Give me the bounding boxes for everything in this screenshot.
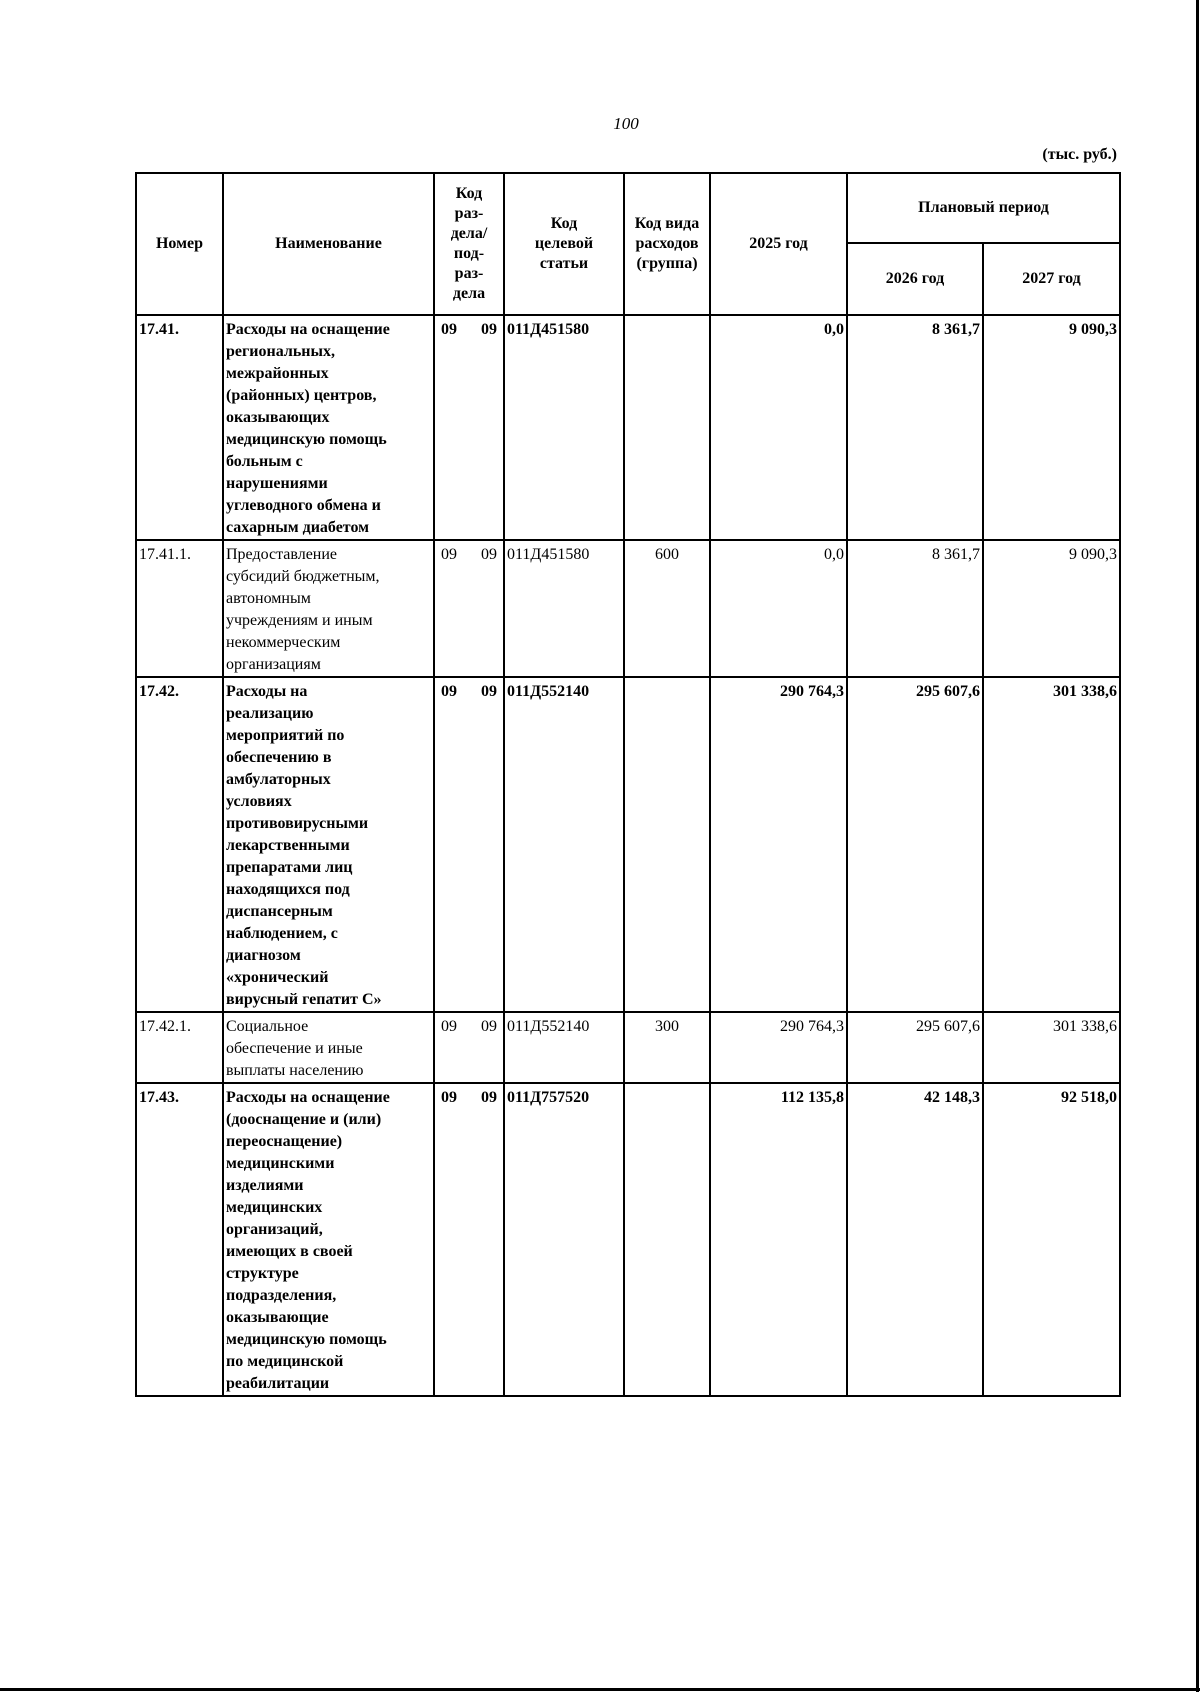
table-body xyxy=(136,315,1120,1396)
row-2026: 8 361,7 xyxy=(847,315,983,540)
table-row xyxy=(136,677,1120,1012)
row-expense-type-code: 300 xyxy=(624,1012,710,1083)
row-section-code: 09 09 xyxy=(434,315,504,540)
header-name: Наименование xyxy=(223,173,434,315)
row-2025: 290 764,3 xyxy=(710,1012,847,1083)
header-section-code: Код раз- дела/ под- раз- дела xyxy=(434,173,504,315)
header-2025: 2025 год xyxy=(710,173,847,315)
header-2027: 2027 год xyxy=(983,243,1120,315)
page-right-edge xyxy=(1196,0,1199,1692)
row-2027: 92 518,0 xyxy=(983,1083,1120,1396)
row-2027: 9 090,3 xyxy=(983,315,1120,540)
row-2025: 0,0 xyxy=(710,315,847,540)
row-number: 17.43. xyxy=(136,1083,223,1396)
row-name: Социальное обеспечение и иные выплаты населению xyxy=(223,1012,434,1083)
row-target-code: 011Д451580 xyxy=(504,315,624,540)
units-note: (тыс. руб.) xyxy=(1042,146,1117,163)
row-section-code: 09 09 xyxy=(434,540,504,677)
row-number: 17.41. xyxy=(136,315,223,540)
header-expense-type-code: Код вида расходов (группа) xyxy=(624,173,710,315)
row-number: 17.42.1. xyxy=(136,1012,223,1083)
row-name: Предоставление субсидий бюджетным, автономным учреждениям и иным некоммерческим организациям xyxy=(223,540,434,677)
table-row xyxy=(136,540,1120,677)
row-2026: 8 361,7 xyxy=(847,540,983,677)
row-name: Расходы на оснащение (дооснащение и (или) переоснащение) медицинскими изделиями медицинских организаций, имеющих в своей структуре подразделения, оказывающие медицинскую помощь по медицинской реабилитации xyxy=(223,1083,434,1396)
row-2027: 9 090,3 xyxy=(983,540,1120,677)
row-2027: 301 338,6 xyxy=(983,677,1120,1012)
row-target-code: 011Д552140 xyxy=(504,677,624,1012)
row-expense-type-code xyxy=(624,315,710,540)
row-target-code: 011Д757520 xyxy=(504,1083,624,1396)
header-number: Номер xyxy=(136,173,223,315)
row-expense-type-code xyxy=(624,1083,710,1396)
row-expense-type-code xyxy=(624,677,710,1012)
page-number: 100 xyxy=(613,114,639,133)
header-planned-period: Плановый период xyxy=(847,173,1120,243)
page-bottom-edge xyxy=(0,1688,1200,1691)
row-2025: 0,0 xyxy=(710,540,847,677)
row-2025: 112 135,8 xyxy=(710,1083,847,1396)
header-target-code: Код целевой статьи xyxy=(504,173,624,315)
row-2025: 290 764,3 xyxy=(710,677,847,1012)
budget-table xyxy=(135,172,1121,1397)
row-section-code: 09 09 xyxy=(434,677,504,1012)
row-number: 17.42. xyxy=(136,677,223,1012)
row-section-code: 09 09 xyxy=(434,1012,504,1083)
row-name: Расходы на оснащение региональных, межрайонных (районных) центров, оказывающих медицинскую помощь больным с нарушениями углеводного обмена и сахарным диабетом xyxy=(223,315,434,540)
table-row xyxy=(136,1012,1120,1083)
row-2027: 301 338,6 xyxy=(983,1012,1120,1083)
row-target-code: 011Д552140 xyxy=(504,1012,624,1083)
row-section-code: 09 09 xyxy=(434,1083,504,1396)
table-header xyxy=(136,173,1120,315)
row-2026: 295 607,6 xyxy=(847,1012,983,1083)
row-number: 17.41.1. xyxy=(136,540,223,677)
table-row xyxy=(136,1083,1120,1396)
row-2026: 42 148,3 xyxy=(847,1083,983,1396)
header-2026: 2026 год xyxy=(847,243,983,315)
row-2026: 295 607,6 xyxy=(847,677,983,1012)
row-name: Расходы на реализацию мероприятий по обеспечению в амбулаторных условиях противовирусными лекарственными препаратами лиц находящихся под диспансерным наблюдением, с диагнозом «хронический вирусный гепатит С» xyxy=(223,677,434,1012)
table-row xyxy=(136,315,1120,540)
row-expense-type-code: 600 xyxy=(624,540,710,677)
row-target-code: 011Д451580 xyxy=(504,540,624,677)
